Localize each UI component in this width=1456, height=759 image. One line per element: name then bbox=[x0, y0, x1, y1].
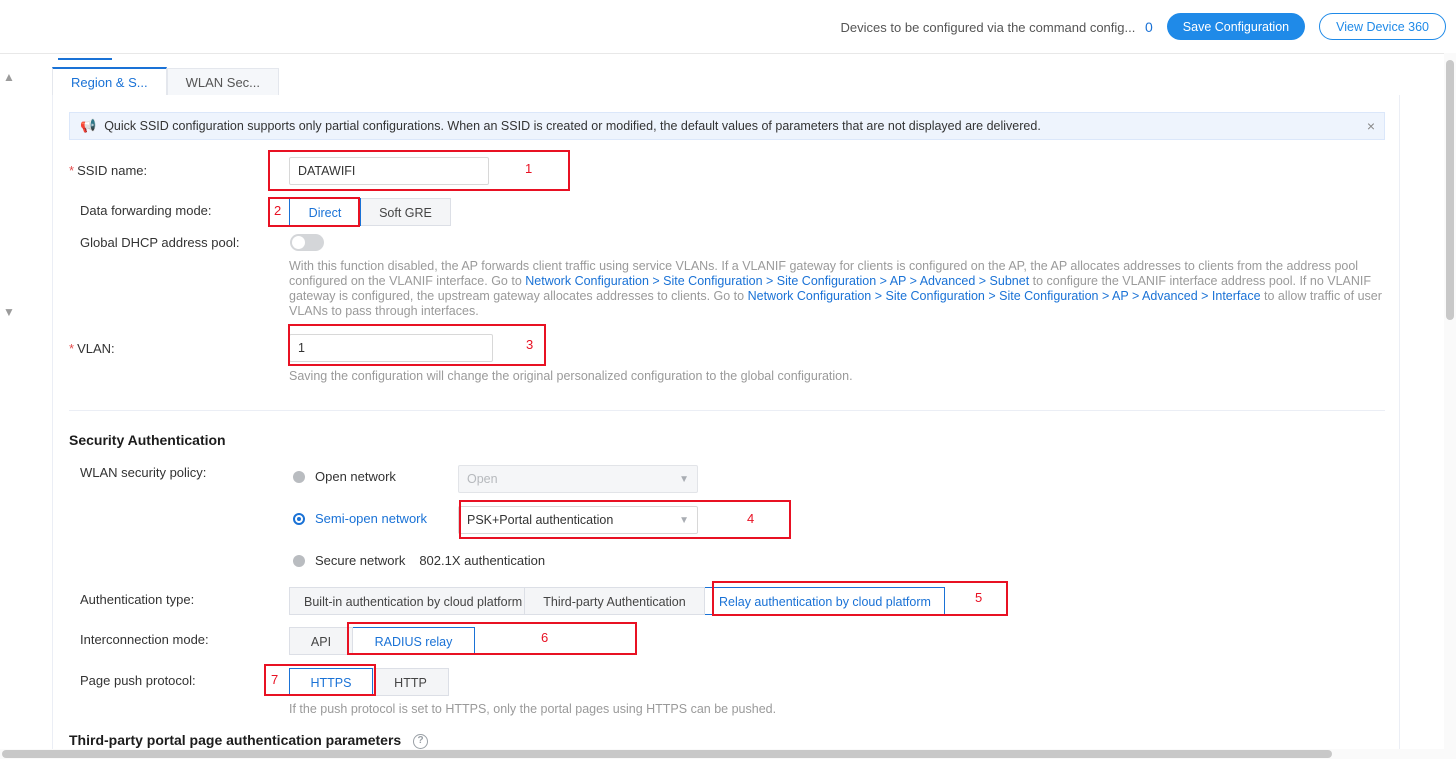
global-dhcp-pool-help-text bbox=[289, 259, 1385, 319]
vertical-scrollbar-thumb[interactable] bbox=[1446, 60, 1454, 320]
authentication-type-label: Authentication type: bbox=[80, 592, 195, 607]
semi-open-network-security-value: PSK+Portal authentication bbox=[467, 513, 614, 527]
toggle-knob bbox=[292, 236, 305, 249]
vlan-label: * VLAN: bbox=[69, 341, 115, 356]
dhcp-help-link-subnet[interactable]: Network Configuration > Site Configuration > Site Configuration > AP > Advanced > Subnet bbox=[525, 274, 1030, 288]
interconnection-option-api[interactable]: API bbox=[289, 627, 353, 655]
section-divider bbox=[69, 410, 1385, 411]
interconnection-mode-group bbox=[289, 627, 475, 655]
vlan-help-text: Saving the configuration will change the original personalized configuration to the global configuration. bbox=[289, 369, 853, 383]
radio-label-secure-network-suffix: 802.1X authentication bbox=[419, 553, 546, 568]
page-push-option-http[interactable]: HTTP bbox=[373, 668, 449, 696]
horizontal-scrollbar-track[interactable] bbox=[0, 749, 1456, 759]
radio-semi-open-network[interactable] bbox=[293, 511, 427, 526]
open-network-security-value: Open bbox=[467, 472, 498, 486]
top-bar-actions bbox=[841, 13, 1446, 40]
radio-label-open-network: Open network bbox=[315, 469, 396, 484]
security-authentication-title: Security Authentication bbox=[69, 432, 226, 448]
radio-dot-icon-secure bbox=[293, 555, 305, 567]
annotation-number-2: 2 bbox=[274, 203, 282, 218]
ssid-name-label: * SSID name: bbox=[69, 163, 148, 178]
interconnection-mode-label: Interconnection mode: bbox=[80, 632, 209, 647]
annotation-number-3: 3 bbox=[526, 337, 534, 352]
close-icon[interactable]: × bbox=[1366, 118, 1375, 134]
annotation-number-5: 5 bbox=[975, 590, 983, 605]
info-banner-text: Quick SSID configuration supports only partial configurations. When an SSID is created or modified, the default values of parameters that are not displayed are delivered. bbox=[104, 119, 1041, 133]
horizontal-scrollbar-thumb[interactable] bbox=[2, 750, 1332, 758]
ssid-name-input[interactable] bbox=[289, 157, 489, 185]
auth-type-relay[interactable]: Relay authentication by cloud platform bbox=[705, 587, 945, 615]
devices-to-configure-label: Devices to be configured via the command config... bbox=[840, 19, 1136, 35]
top-bar bbox=[0, 0, 1456, 54]
auth-type-third-party[interactable]: Third-party Authentication bbox=[525, 587, 705, 615]
global-dhcp-pool-toggle[interactable] bbox=[290, 234, 324, 251]
radio-dot-icon-semi-open bbox=[293, 513, 305, 525]
data-forwarding-mode-group bbox=[289, 198, 451, 226]
dhcp-help-part-1: With this function disabled, the AP forwards client traffic using service VLANs. If a VLANIF gateway for clients is configured on the AP, the AP allocates addresses to clients from the address pool configured on the VLANIF interface. Go to bbox=[289, 259, 1359, 288]
chevron-down-icon-open: ▼ bbox=[679, 473, 689, 485]
vlan-input[interactable] bbox=[289, 334, 493, 362]
annotation-number-6: 6 bbox=[541, 630, 549, 645]
page-push-protocol-help-text: If the push protocol is set to HTTPS, only the portal pages using HTTPS can be pushed. bbox=[289, 702, 777, 716]
wlan-security-policy-label: WLAN security policy: bbox=[80, 465, 207, 480]
authentication-type-group bbox=[289, 587, 945, 615]
page-push-protocol-label: Page push protocol: bbox=[80, 673, 196, 688]
dhcp-help-part-2: to configure the VLANIF interface address pool. If no VLANIF gateway is configured, the upstream gateway allocates addresses to clients. Go to bbox=[289, 274, 1372, 303]
forwarding-option-soft-gre[interactable]: Soft GRE bbox=[361, 198, 451, 226]
collapse-down-arrow-icon[interactable]: ▼ bbox=[3, 305, 15, 319]
collapse-up-arrow-icon[interactable]: ▲ bbox=[3, 70, 15, 84]
annotation-number-4: 4 bbox=[747, 511, 755, 526]
tab-active-indicator bbox=[58, 58, 112, 60]
auth-type-built-in[interactable]: Built-in authentication by cloud platform bbox=[289, 587, 525, 615]
view-device-360-button[interactable]: View Device 360 bbox=[1319, 13, 1446, 40]
global-dhcp-pool-label: Global DHCP address pool: bbox=[80, 235, 240, 250]
devices-to-configure bbox=[841, 19, 1153, 35]
data-forwarding-mode-label: Data forwarding mode: bbox=[80, 203, 212, 218]
page-push-option-https[interactable]: HTTPS bbox=[289, 668, 373, 696]
vertical-scrollbar-track[interactable] bbox=[1444, 53, 1456, 759]
dhcp-help-link-interface[interactable]: Network Configuration > Site Configuration > Site Configuration > AP > Advanced > Interface bbox=[747, 289, 1261, 303]
radio-open-network[interactable] bbox=[293, 469, 396, 484]
page-push-protocol-group bbox=[289, 668, 449, 696]
devices-to-configure-count[interactable]: 0 bbox=[1144, 18, 1153, 35]
radio-secure-network[interactable] bbox=[293, 553, 545, 568]
open-network-security-select[interactable] bbox=[458, 465, 698, 493]
annotation-number-1: 1 bbox=[525, 161, 533, 176]
annotation-number-7: 7 bbox=[271, 672, 279, 687]
interconnection-option-radius-relay[interactable]: RADIUS relay bbox=[353, 627, 475, 655]
question-mark-icon[interactable]: ? bbox=[413, 734, 428, 749]
tab-wlan-security[interactable]: WLAN Sec... bbox=[167, 68, 279, 96]
radio-dot-icon-open bbox=[293, 471, 305, 483]
forwarding-option-direct[interactable]: Direct bbox=[289, 198, 361, 226]
third-party-portal-title-text: Third-party portal page authentication parameters bbox=[69, 732, 402, 748]
radio-label-secure-network: Secure network bbox=[315, 553, 406, 568]
required-marker: * bbox=[69, 163, 75, 178]
radio-label-semi-open-network: Semi-open network bbox=[315, 511, 427, 526]
configuration-panel bbox=[52, 95, 1400, 759]
semi-open-network-security-select[interactable] bbox=[458, 506, 698, 534]
third-party-portal-title bbox=[69, 732, 428, 749]
tab-bar bbox=[52, 68, 279, 96]
megaphone-icon: 📢 bbox=[80, 118, 97, 133]
info-banner bbox=[69, 112, 1385, 140]
chevron-down-icon-semi-open: ▼ bbox=[679, 514, 689, 526]
save-configuration-button[interactable]: Save Configuration bbox=[1167, 13, 1305, 40]
required-marker-vlan: * bbox=[69, 341, 75, 356]
tab-region-and-ssid[interactable]: Region & S... bbox=[52, 67, 167, 96]
dhcp-help-part-3: to allow traffic of user VLANs to pass through interfaces. bbox=[289, 289, 1382, 318]
